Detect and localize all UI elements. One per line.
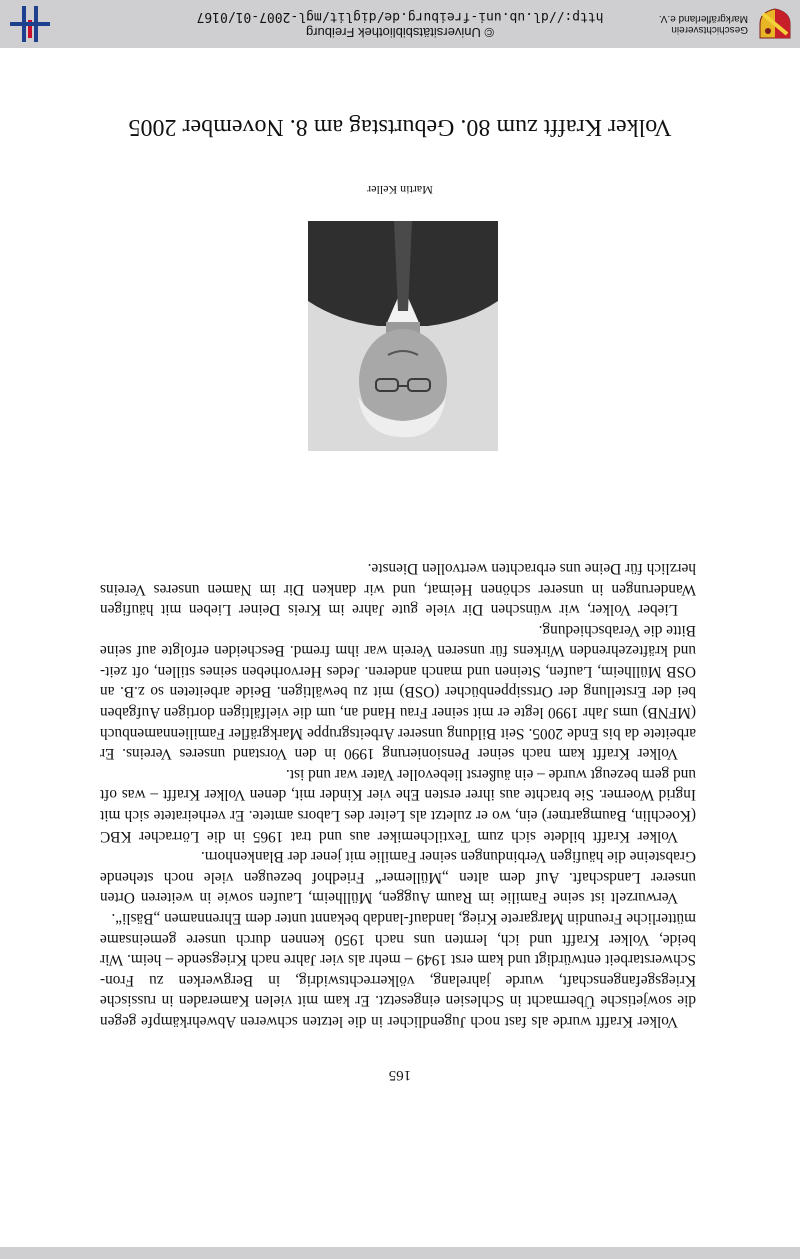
body-paragraph: Verwurzelt ist seine Familie im Raum Auggen, Müllheim, Laufen sowie in weiteren Orten unserer Landschaft. Auf dem alten „Müllemer“ Friedhof bezeugen viele noch stehende Grabsteine die häufigen Verbindungen seiner Familie mit jener der Blankenhorn. (100, 848, 696, 907)
portrait-photo (308, 221, 498, 451)
viewer-footer-bar (0, 1247, 800, 1259)
page-number: 165 (388, 1067, 412, 1083)
article-body (100, 471, 696, 1031)
body-paragraph: Volker Krafft wurde als fast noch Jugendlicher in die letzten schweren Abwehrkämpfe gegen die sowjetische Übermacht in Schlesien eingesetzt. Er kam mit vielen Kameraden in russische Kriegsgefangenschaft, wurde jahrelang, völkerrechtswidrig, in Bergwerken zu Fron-Schwerstarbeit entwürdigt und kam erst 1949 – mehr als vier Jahre nach Kriegsende – heim. Wir beide, Volker Krafft und ich, lernten uns nach 1950 kennen durch unsere gemeinsame mütterliche Freundin Margarete Krieg, landauf-landab bekannt unter dem Ehrennamen „Bäsli“. (100, 910, 696, 1030)
body-paragraph: Volker Krafft bildete sich zum Textilchemiker aus und trat 1965 in die Lörracher KBC (Koechlin, Baumgartner) ein, wo er zuletzt als Leiter des Labors amtete. Er verheiratete sich mit Ingrid Woerner. Sie brachte aus ihrer ersten Ehe vier Kinder mit, denen Volker Krafft – was oft und gern bezeugt wurde – ein äußerst liebevoller Vater war und ist. (100, 765, 696, 845)
body-paragraph: Lieber Volker, wir wünschen Dir viele gute Jahre im Kreis Deiner Lieben mit häufigen Wanderungen in unserer schönen Heimat, und wir danken Dir im Namen unseres Vereins herzlich für Deine uns erbrachten wertvollen Dienste. (100, 559, 696, 619)
copyright-text: © Universitätsbibliothek Freiburg (305, 25, 495, 40)
article-author: Martin Keller (367, 183, 433, 197)
article-title: Volker Krafft zum 80. Geburtstag am 8. November 2005 (128, 114, 672, 140)
source-url-link[interactable]: http://dl.ub.uni-freiburg.de/diglit/mgl-2007-01/0167 (196, 9, 604, 24)
body-paragraph: Volker Krafft kam nach seiner Pensionierung 1990 in den Vorstand unseres Vereins. Er arbeitete da bis Ende 2005. Seit Bildung unserer Arbeitsgruppe Markgräfler Familiennamenbuch (MFNB) ums Jahr 1990 legte er mit seiner Frau Hand an, um die vielfältigen dortigen Aufgaben bei der Erstellung der Ortssippenbücher (OSB) mit zu bewältigen. Beide arbeiteten so z.B. an OSB Müllheim, Laufen, Steinen und manch anderen. Jedes Hervorheben seines stillen, oft zeit- und kräftezehrenden Wirkens für unseren Verein war ihm fremd. Bescheiden erfolgte auf seine Bitte die Verabschiedung. (100, 621, 696, 763)
coat-of-arms-icon (758, 8, 792, 40)
society-name-line2: Markgräflerland e.V. (658, 13, 748, 24)
portrait-image (308, 221, 498, 451)
society-name-line1: Geschichtsverein (671, 24, 748, 35)
viewer-header (0, 0, 800, 48)
university-library-icon (10, 6, 50, 42)
